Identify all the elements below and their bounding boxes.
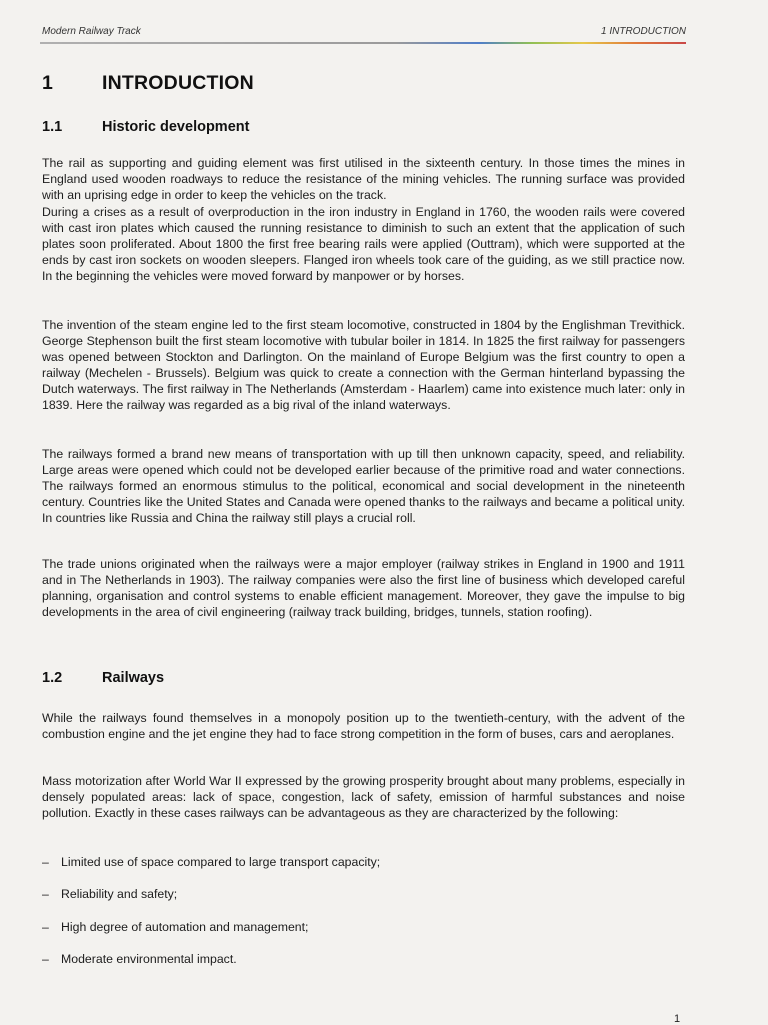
paragraph: The trade unions originated when the railways were a major employer (railway strikes in England in 1900 and 1911 and in The Netherlands in 1903). The railway companies were also the first line of business which developed careful planning, organisation and control systems to enable efficient management. Moreover, they gave the impulse to big developments in the area of civil engineering (railway track building, bridges, tunnels, station roofing). — [42, 557, 685, 620]
paragraph: The railways formed a brand new means of transportation with up till then unknown capacity, speed, and reliability. Large areas were opened which could not be developed earlier because of the primitive road and water connections. The railways formed an enormous stimulus to the political, economical and social development in the nineteenth century. Countries like the United States and Canada were opened thanks to the railways and became a political unity. In countries like Russia and China the railway still plays a crucial roll. — [42, 447, 685, 526]
bullet-dash: – — [42, 919, 49, 934]
bullet-dash: – — [42, 855, 49, 869]
page-number: 1 — [674, 1013, 681, 1025]
paragraph: The rail as supporting and guiding element was first utilised in the sixteenth century. In those times the mines in England used wooden roadways to reduce the resistance of the mining vehicles. The running surface was provided with an uprising edge in order to keep the vehicles on the track. — [42, 156, 685, 203]
section-title: Historic development — [102, 119, 250, 135]
chapter-title: INTRODUCTION — [102, 72, 254, 94]
paragraph: Mass motorization after World War II expressed by the growing prosperity brought about many problems, especially in densely populated areas: lack of space, congestion, lack of safety, emission of harmful substances and noise pollution. Exactly in these cases railways can be advantageous as they are characterized by the following: — [42, 774, 685, 821]
section-title: Railways — [102, 670, 165, 686]
bullet-dash: – — [42, 952, 49, 967]
bullet-dash: – — [42, 887, 49, 902]
section-number: 1.2 — [42, 670, 63, 686]
book-title: Modern Railway Track — [42, 26, 141, 37]
list-item-text: Limited use of space compared to large transport capacity; — [61, 855, 381, 869]
list-item-text: Moderate environmental impact. — [61, 952, 237, 967]
paragraph: While the railways found themselves in a monopoly position up to the twentieth-century, with the advent of the combustion engine and the jet engine they had to face strong competition in the form of buses, cars and aeroplanes. — [42, 711, 685, 742]
header-rule — [40, 42, 686, 44]
advantages-list — [42, 854, 685, 984]
list-item — [42, 854, 685, 870]
chapter-label: 1 INTRODUCTION — [601, 26, 686, 37]
list-item-text: Reliability and safety; — [61, 887, 178, 902]
list-item — [42, 919, 685, 935]
list-item-text: High degree of automation and management; — [61, 919, 309, 934]
list-item — [42, 951, 685, 967]
list-item — [42, 886, 685, 902]
chapter-number: 1 — [42, 72, 53, 94]
section-number: 1.1 — [42, 119, 63, 135]
paragraph: The invention of the steam engine led to the first steam locomotive, constructed in 1804 by the Englishman Trevithick. George Stephenson built the first steam locomotive with tubular boiler in 1814. In 1825 the first railway for passengers was opened between Stockton and Darlington. On the mainland of Europe Belgium was the first country to open a railway (Mechelen - Brussels). Belgium was quick to create a connection with the German hinterland bypassing the Dutch waterways. The first railway in The Netherlands (Amsterdam - Haarlem) came into existence much later: only in 1839. Here the railway was regarded as a big rival of the inland waterways. — [42, 318, 685, 413]
paragraph: During a crises as a result of overproduction in the iron industry in England in 1760, the wooden rails were covered with cast iron plates which caused the running resistance to diminish to such an extent that the application of such plates soon proliferated. About 1800 the first free bearing rails were applied (Outtram), which were supported at the ends by cast iron sockets on wooden sleepers. Flanged iron wheels took care of the guiding, as we still practice now. In the beginning the vehicles were moved forward by manpower or by horses. — [42, 205, 685, 284]
